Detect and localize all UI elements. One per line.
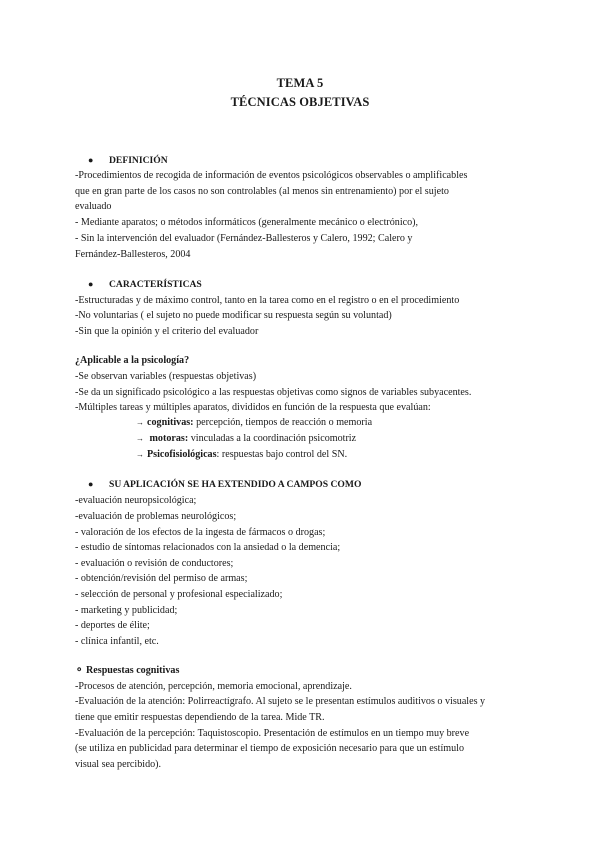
text-line: evaluado bbox=[75, 201, 112, 212]
text-line: -No voluntarias ( el sujeto no puede modificar su respuesta según su voluntad) bbox=[75, 310, 392, 321]
text-line: - estudio de síntomas relacionados con la ansiedad o la demencia; bbox=[75, 542, 341, 553]
item-label: cognitivas: bbox=[147, 417, 194, 428]
text-line: -evaluación de problemas neurológicos; bbox=[75, 511, 237, 522]
text-line: - deportes de élite; bbox=[75, 620, 150, 631]
list-item bbox=[136, 417, 372, 428]
page-title: TÉCNICAS OBJETIVAS bbox=[230, 95, 370, 109]
text-line: -evaluación neuropsicológica; bbox=[75, 495, 197, 506]
text-line: - Sin la intervención del evaluador (Fernández-Ballesteros y Calero, 1992; Calero y bbox=[75, 233, 413, 244]
item-label: motoras: bbox=[147, 433, 189, 444]
text-line: Fernández-Ballesteros, 2004 bbox=[75, 249, 191, 260]
text-line: (se utiliza en publicidad para determinar el tiempo de exposición necesario para que un estímulo bbox=[75, 743, 465, 754]
bullet-icon: ● bbox=[88, 279, 94, 289]
text-line: -Evaluación de la percepción: Taquistoscopio. Presentación de estímulos en un tiempo muy breve bbox=[75, 728, 470, 739]
text-line: - marketing y publicidad; bbox=[75, 605, 178, 616]
text-line: - clínica infantil, etc. bbox=[75, 636, 159, 647]
text-line: -Se observan variables (respuestas objetivas) bbox=[75, 371, 257, 382]
item-label: Psicofisiológicas bbox=[147, 449, 217, 460]
text-line: - obtención/revisión del permiso de armas; bbox=[75, 573, 248, 584]
text-line: -Estructuradas y de máximo control, tanto en la tarea como en el registro o en el procedimiento bbox=[75, 295, 460, 306]
text-line: - evaluación o revisión de conductores; bbox=[75, 558, 234, 569]
section-heading-aplicacion: SU APLICACIÓN SE HA EXTENDIDO A CAMPOS COMO bbox=[109, 479, 362, 490]
text-line: -Procedimientos de recogida de información de eventos psicológicos observables o amplificables bbox=[75, 170, 468, 181]
text-line: -Procesos de atención, percepción, memoria emocional, aprendizaje. bbox=[75, 681, 352, 692]
circle-bullet-icon: ⚬ bbox=[75, 665, 84, 676]
item-text: vinculadas a la coordinación psicomotriz bbox=[188, 433, 357, 444]
heading-text: Respuestas cognitivas bbox=[86, 665, 180, 676]
list-item bbox=[136, 449, 347, 460]
bullet-icon: ● bbox=[88, 155, 94, 165]
text-line: - Mediante aparatos; o métodos informáticos (generalmente mecánico o electrónico), bbox=[75, 217, 419, 228]
arrow-right-icon: → bbox=[136, 418, 144, 427]
text-line: que en gran parte de los casos no son controlables (al menos sin entrenamiento) por el sujeto bbox=[75, 186, 449, 197]
section-heading-aplicable: ¿Aplicable a la psicología? bbox=[75, 355, 190, 366]
page-title-topic: TEMA 5 bbox=[276, 76, 324, 90]
section-heading-caracteristicas: CARACTERÍSTICAS bbox=[109, 279, 202, 290]
text-line: - selección de personal y profesional especializado; bbox=[75, 589, 283, 600]
bullet-icon: ● bbox=[88, 479, 94, 489]
list-item bbox=[136, 433, 356, 444]
arrow-right-icon: → bbox=[136, 450, 144, 459]
text-line: visual sea percibido). bbox=[75, 759, 162, 770]
text-line: -Sin que la opinión y el criterio del evaluador bbox=[75, 326, 259, 337]
text-line: - valoración de los efectos de la ingesta de fármacos o drogas; bbox=[75, 527, 326, 538]
item-text: : respuestas bajo control del SN. bbox=[216, 449, 348, 460]
text-line: -Se da un significado psicológico a las respuestas objetivas como signos de variables subyacentes. bbox=[75, 387, 472, 398]
text-line: tiene que emitir respuestas dependiendo de la tarea. Mide TR. bbox=[75, 712, 325, 723]
text-line: -Múltiples tareas y múltiples aparatos, divididos en función de la respuesta que evalúan: bbox=[75, 402, 431, 413]
item-text: percepción, tiempos de reacción o memoria bbox=[193, 417, 373, 428]
section-heading-cognitivas bbox=[75, 664, 179, 677]
section-heading-definicion: DEFINICIÓN bbox=[109, 155, 168, 166]
text-line: -Evaluación de la atención: Polirreactígrafo. Al sujeto se le presentan estímulos auditivos o visuales y bbox=[75, 696, 486, 707]
arrow-right-icon: → bbox=[136, 434, 144, 443]
